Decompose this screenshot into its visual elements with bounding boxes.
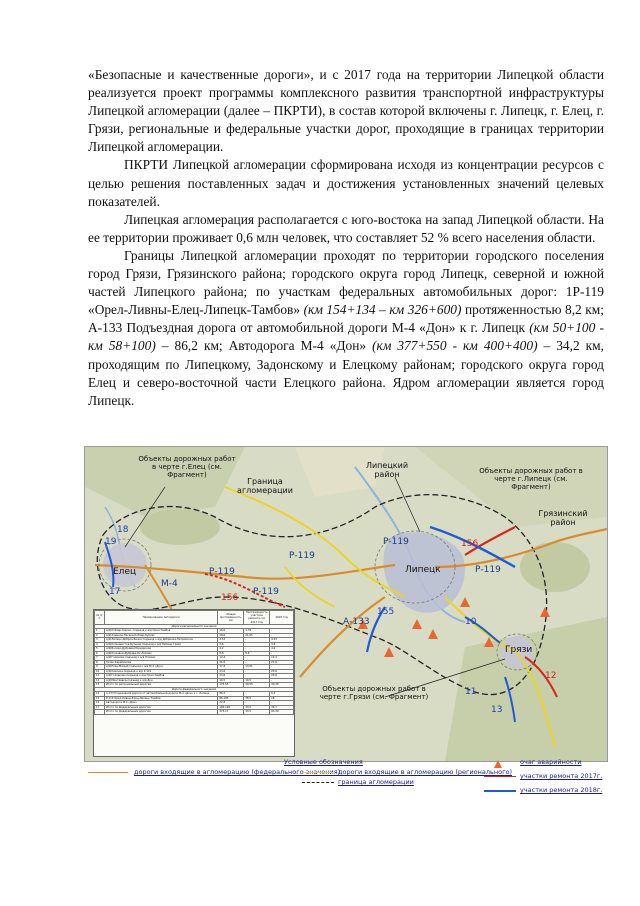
table-body <box>95 624 294 714</box>
route-number: 11 <box>465 687 477 697</box>
table-cell: - <box>244 642 270 647</box>
paragraph-4-part-a: Границы Липецкой агломерации проходят по территории городского поселения город Грязи, Грязинского района; городского округа город Липецк, северной и южной частей Липецкого района; по участкам федеральных автомобильных дорог: 1Р-119 «Орел-Ливны-Елец-Липецк-Тамбов» <box>88 247 604 318</box>
road-r119-2: Р-119 <box>253 587 279 597</box>
legend-repair2017: участки ремонта 2017г. <box>520 772 603 780</box>
table-section-title: Дороги федерального значения <box>95 687 294 692</box>
table-cell: 9 <box>95 665 105 670</box>
table-cell: 16 <box>95 701 105 706</box>
table-cell: А/Д Кожевки-Дубрава-Ок.Ломово <box>104 651 217 656</box>
label-fragment-lipetsk: Объекты дорожных работ в черте г.Липецк (см. Фрагмент) <box>479 467 583 491</box>
table-cell: 38,5 <box>244 696 270 701</box>
legend-federal-line <box>88 772 128 773</box>
table-cell: Автодорога М-4 «Дон» <box>104 701 217 706</box>
table-total-row <box>95 710 294 715</box>
table-cell: 6,3 <box>270 692 294 697</box>
road-r119-5: Р-119 <box>475 565 501 575</box>
table-cell: А/Д Колыхвостов-Бутыши подъезд к а/д Липецк-Грязи <box>104 642 217 647</box>
table-cell: 5 <box>95 647 105 652</box>
road-m4: М-4 <box>161 579 178 589</box>
road-r119-3: Р-119 <box>289 551 315 561</box>
table-cell: - <box>270 678 294 683</box>
legend-title: Условные обозначения <box>284 758 363 766</box>
table-cell: 23,6 <box>218 674 244 679</box>
table-cell: - <box>270 701 294 706</box>
route-number: 10 <box>465 617 477 627</box>
table-cell: А/Д Хлевное-Пасека-Кобзар-Куплас <box>104 633 217 638</box>
table-cell: 21,6 <box>218 660 244 665</box>
city-lipetsk: Липецк <box>405 565 441 575</box>
table-cell: 93,39 <box>270 710 294 715</box>
label-lipetsk-district: Липецкий район <box>365 461 409 479</box>
table-cell: А/Д Липецк-Доброе-Бечки подъезд к а/д Добринка-Петровское <box>104 638 217 643</box>
route-number: 156 <box>221 593 239 603</box>
table-cell: 10,5 <box>244 678 270 683</box>
table-cell: 10,5 <box>218 678 244 683</box>
table-cell: 12 <box>95 678 105 683</box>
route-number: 156 <box>461 539 479 549</box>
table-cell: 33,5 <box>244 710 270 715</box>
km-range-m4: (км 377+550 - км 400+400) <box>372 338 538 354</box>
table-cell: 2 <box>95 633 105 638</box>
table-cell: - <box>244 692 270 697</box>
route-number: 13 <box>491 705 503 715</box>
route-number: 12 <box>545 671 557 681</box>
table-cell: 17,8 <box>218 665 244 670</box>
table-cell: 86,195 <box>218 696 244 701</box>
table-cell: 4,2 <box>218 647 244 652</box>
legend-regional-line <box>302 772 334 773</box>
label-fragment-gryazi: Объекты дорожных работ в черте г.Грязи (см. Фрагмент) <box>319 685 429 701</box>
paragraph-3: Липецкая агломерация располагается с юго-востока на запад Липецкой области. На ее территории проживает 0,6 млн человек, что составляет 52 % всего населения области. <box>88 211 604 245</box>
paragraph-4-part-c: протяженностью 8,2 км; А-133 Подъездная дорога от автомобильной дороги М-4 «Дон» к г. Липецк <box>88 302 604 336</box>
table-cell: - <box>244 701 270 706</box>
table-cell: Итого по региональным дорогам <box>104 683 217 688</box>
table-header: № п/п <box>95 611 105 625</box>
table-cell: 3,6 <box>270 642 294 647</box>
table-cell: 23,6 <box>270 669 294 674</box>
table-cell: 29,0 <box>218 633 244 638</box>
legend-federal: дороги входящие в агломерацию (федерального значения) <box>134 768 341 776</box>
label-fragment-yelets: Объекты дорожных работ в черте г.Елец (см. Фрагмент) <box>138 455 236 479</box>
route-number: 18 <box>117 525 129 535</box>
legend-repair2018-line <box>484 790 516 792</box>
route-number: 19 <box>105 537 117 547</box>
table-cell <box>95 710 105 715</box>
table-cell: 3,6 <box>218 642 244 647</box>
table-cell: Итого по федеральным дорогам <box>104 705 217 710</box>
table-cell: 21,6 <box>270 660 294 665</box>
table-cell: 21,05 <box>244 633 270 638</box>
table-header: Протяжённость участков ремонта, км 2017 год <box>244 611 270 625</box>
table-header: Общая протяжённость, км <box>218 611 244 625</box>
table-cell: А/Д Головково-подъезд к а/д Орел-Тамбов <box>104 674 217 679</box>
table-cell: А-133 Подъездная дорога от автомобильной дороги М-4 «Дон» к г. Липецк <box>104 692 217 697</box>
table-cell: 4 <box>95 642 105 647</box>
table-header: 2018 год <box>270 611 294 625</box>
table-cell: 4,53 <box>218 638 244 643</box>
table-cell: 195,195 <box>218 705 244 710</box>
legend-regional: дороги входящие в агломерацию (регионального) <box>338 768 513 776</box>
map-legend <box>84 758 606 820</box>
table-header: Наименование Автодороги <box>104 611 217 625</box>
table-cell: - <box>270 629 294 634</box>
legend-repair2017-line <box>484 776 516 777</box>
table-cell: 23,6 <box>270 674 294 679</box>
table-cell: 15 <box>95 696 105 701</box>
city-yelets: Елец <box>113 567 137 577</box>
table-cell: 11 <box>95 674 105 679</box>
table-cell: 3 <box>95 638 105 643</box>
paragraph-1: «Безопасные и качественные дороги», и с 2017 года на территории Липецкой области реализуется проект программы комплексного развития транспортной инфраструктуры Липецкой агломерации (далее – ПКРТИ), в состав которой включены г. Липецк, г. Елец, г. Грязи, региональные и федеральные участки дорог, проходящие в границах территории Липецкой агломерации. <box>88 67 604 155</box>
table-cell: 6 <box>95 651 105 656</box>
table-cell: 13,01 <box>244 665 270 670</box>
table-cell: 86,2 <box>218 692 244 697</box>
route-number: 17 <box>109 587 121 597</box>
table-cell: - <box>244 638 270 643</box>
road-r119-1: Р-119 <box>209 567 235 577</box>
table-cell: 17 <box>95 705 105 710</box>
table-cell: 16,6 <box>218 629 244 634</box>
table-cell: 10 <box>95 669 105 674</box>
table-cell: 29,55 <box>244 683 270 688</box>
agglomeration-map <box>84 446 608 762</box>
table-cell: 8,8 <box>244 651 270 656</box>
document-text <box>88 66 604 410</box>
table-cell: - <box>270 651 294 656</box>
accident-icon <box>494 760 502 768</box>
road-r119-4: Р-119 <box>383 537 409 547</box>
table-cell: 4,53 <box>270 638 294 643</box>
road-works-table <box>93 609 295 757</box>
paragraph-4 <box>88 247 604 410</box>
label-boundary: Граница агломерации <box>237 477 293 495</box>
table-cell: 22,8 <box>218 701 244 706</box>
road-a133: А-133 <box>343 617 370 627</box>
paragraph-4-part-e: – 86,2 км; Автодорога М-4 «Дон» <box>155 338 373 354</box>
table-cell: 375,17 <box>218 710 244 715</box>
table-cell: 33,5 <box>244 705 270 710</box>
table-cell: 12,4 <box>270 656 294 661</box>
table-cell: - <box>244 674 270 679</box>
table-cell: 30,38 <box>270 683 294 688</box>
paragraph-4-part-g: – 34,2 км, проходящим по Липецкому, Задонскому и Елецкому районам; городского округа город Елец и северо-восточной части Елецкого района. Ядром агломерации является город Липецк. <box>88 338 604 408</box>
paragraph-2: ПКРТИ Липецкой агломерации сформирована исходя из концентрации ресурсов с целью решения поставленных задач и достижения установленных значений целевых показателей. <box>88 157 604 209</box>
legend-boundary-line <box>302 782 334 783</box>
legend-boundary: граница агломерации <box>338 778 414 786</box>
table-cell: А/Д Волово-Дубрава-Мордовская <box>104 647 217 652</box>
table-cell: 8 <box>95 660 105 665</box>
table-cell: 4,2 <box>270 647 294 652</box>
table-cell: А/Д Кобзар-Ключи, подъезд к а/д Орел-Тамбов <box>104 629 217 634</box>
table-cell: 18 <box>270 696 294 701</box>
table-cell: А/Д Елец-Малый-подъезд к а/д М-4 «Дон» <box>104 665 217 670</box>
table-cell: А/Д Минтаевка-подъезд к а/д Дон <box>104 678 217 683</box>
table-cell: 1,79 <box>244 629 270 634</box>
table-cell: 23,6 <box>218 669 244 674</box>
table-cell: 12,4 <box>218 656 244 661</box>
table-cell: - <box>244 660 270 665</box>
km-range-a133: (км 50+100 - км 58+100) <box>88 320 604 354</box>
table-cell: 7 <box>95 656 105 661</box>
table-cell: 14 <box>95 692 105 697</box>
legend-accident: очаг аварийности <box>520 758 582 766</box>
table-cell: Грязи-Карабинова <box>104 660 217 665</box>
table-section-title: Дороги регионального значения <box>95 624 294 629</box>
route-number: 155 <box>377 607 395 617</box>
table-cell: - <box>244 656 270 661</box>
table-cell: 1 <box>95 629 105 634</box>
table-cell: - <box>244 669 270 674</box>
table-cell: 8,8 <box>218 651 244 656</box>
table-cell: - <box>270 633 294 638</box>
legend-repair2018: участки ремонта 2018г. <box>520 786 603 794</box>
table-cell: - <box>270 665 294 670</box>
city-gryazi: Грязи <box>505 645 533 655</box>
table-cell: - <box>244 647 270 652</box>
table-cell: А/Д Голиково-подъезд к а/д Ломово <box>104 656 217 661</box>
table-cell: Итого по федеральным дорогам <box>104 710 217 715</box>
table-cell: Р-119 Орел-Ливны-Елец-Липецк-Тамбов <box>104 696 217 701</box>
table-cell: 34,7 <box>270 705 294 710</box>
table-cell: 13 <box>95 683 105 688</box>
label-gryazi-district: Грязинский район <box>538 509 588 527</box>
table-cell: А/Д Казинка-подъезд к а/д Р-119 <box>104 669 217 674</box>
km-range-r119: (км 154+134 – км 326+600) <box>303 302 462 318</box>
table-cell: 175,55 <box>218 683 244 688</box>
